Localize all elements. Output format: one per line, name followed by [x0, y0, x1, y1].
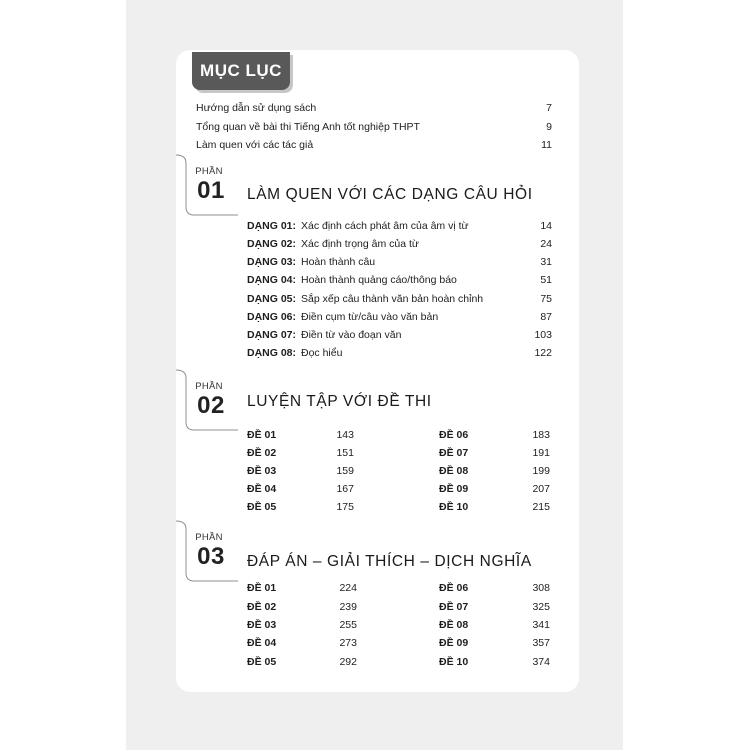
test-page: 143 — [336, 429, 354, 441]
type-page: 103 — [534, 329, 552, 341]
answer-label: ĐỀ 04 — [247, 637, 277, 649]
intro-entry-page: 11 — [541, 139, 552, 151]
answer-label: ĐỀ 07 — [439, 601, 469, 613]
section-badge-label: PHẦN — [195, 532, 223, 543]
test-page: 207 — [532, 483, 550, 495]
type-label: DẠNG 04: — [247, 274, 297, 286]
answer-page: 374 — [532, 656, 550, 668]
answer-label: ĐỀ 10 — [439, 656, 469, 668]
type-text: Sắp xếp câu thành văn bản hoàn chỉnh — [301, 293, 484, 305]
test-page: 159 — [336, 465, 354, 477]
test-label: ĐỀ 03 — [247, 465, 277, 477]
answer-page: 224 — [339, 582, 357, 594]
test-label: ĐỀ 09 — [439, 483, 469, 495]
intro-entry-text: Hướng dẫn sử dụng sách — [196, 102, 317, 114]
type-label: DẠNG 06: — [247, 311, 297, 323]
type-label: DẠNG 03: — [247, 256, 297, 268]
answer-label: ĐỀ 05 — [247, 656, 277, 668]
section-number: 03 — [197, 543, 225, 570]
test-label: ĐỀ 04 — [247, 483, 277, 495]
type-text: Điền cụm từ/câu vào văn bản — [301, 311, 439, 323]
section-badge-label: PHẦN — [195, 381, 223, 392]
section-number: 02 — [197, 392, 225, 419]
type-page: 31 — [540, 256, 552, 268]
test-label: ĐỀ 05 — [247, 501, 277, 513]
answer-label: ĐỀ 01 — [247, 582, 277, 594]
test-label: ĐỀ 10 — [439, 501, 469, 513]
type-page: 14 — [540, 220, 552, 232]
intro-entry-page: 7 — [546, 102, 552, 114]
answer-label: ĐỀ 03 — [247, 619, 277, 631]
test-label: ĐỀ 01 — [247, 429, 277, 441]
section-title: ĐÁP ÁN – GIẢI THÍCH – DỊCH NGHĨA — [247, 553, 532, 570]
answer-label: ĐỀ 08 — [439, 619, 469, 631]
answer-label: ĐỀ 06 — [439, 582, 469, 594]
intro-entry-text: Tổng quan về bài thi Tiếng Anh tốt nghiệp THPT — [196, 121, 420, 133]
type-page: 87 — [540, 311, 552, 323]
section-title: LÀM QUEN VỚI CÁC DẠNG CÂU HỎI — [247, 186, 533, 203]
type-label: DẠNG 07: — [247, 329, 297, 341]
test-label: ĐỀ 08 — [439, 465, 469, 477]
section-title: LUYỆN TẬP VỚI ĐỀ THI — [247, 393, 432, 410]
section-badge-label: PHẦN — [195, 166, 223, 177]
type-page: 51 — [540, 274, 552, 286]
answer-page: 255 — [339, 619, 357, 631]
section-badge — [176, 368, 242, 434]
type-label: DẠNG 01: — [247, 220, 297, 232]
section-badge — [176, 153, 242, 219]
type-text: Xác định trọng âm của từ — [301, 238, 419, 250]
type-label: DẠNG 08: — [247, 347, 297, 359]
test-page: 151 — [336, 447, 354, 459]
section-badge — [176, 519, 242, 585]
type-page: 24 — [540, 238, 552, 250]
answer-label: ĐỀ 02 — [247, 601, 277, 613]
type-label: DẠNG 02: — [247, 238, 297, 250]
answer-label: ĐỀ 09 — [439, 637, 469, 649]
type-text: Hoàn thành câu — [301, 256, 376, 268]
section-number: 01 — [197, 177, 225, 204]
test-page: 183 — [532, 429, 550, 441]
answer-page: 239 — [339, 601, 357, 613]
test-page: 215 — [532, 501, 550, 513]
answer-page: 308 — [532, 582, 550, 594]
answer-page: 273 — [339, 637, 357, 649]
answer-page: 292 — [339, 656, 357, 668]
test-page: 191 — [532, 447, 550, 459]
test-page: 167 — [336, 483, 354, 495]
test-label: ĐỀ 07 — [439, 447, 469, 459]
page-title: MỤC LỤC — [192, 52, 290, 90]
test-label: ĐỀ 06 — [439, 429, 469, 441]
type-text: Điền từ vào đoạn văn — [301, 329, 402, 341]
type-text: Đọc hiểu — [301, 347, 343, 359]
intro-entry-page: 9 — [546, 121, 552, 133]
type-page: 75 — [540, 293, 552, 305]
type-text: Xác định cách phát âm của âm vị từ — [301, 220, 469, 232]
answer-page: 357 — [532, 637, 550, 649]
answer-page: 325 — [532, 601, 550, 613]
intro-entry-text: Làm quen với các tác giả — [196, 139, 314, 151]
test-label: ĐỀ 02 — [247, 447, 277, 459]
answer-page: 341 — [532, 619, 550, 631]
type-label: DẠNG 05: — [247, 293, 297, 305]
type-text: Hoàn thành quảng cáo/thông báo — [301, 274, 457, 286]
test-page: 175 — [336, 501, 354, 513]
test-page: 199 — [532, 465, 550, 477]
type-page: 122 — [534, 347, 552, 359]
